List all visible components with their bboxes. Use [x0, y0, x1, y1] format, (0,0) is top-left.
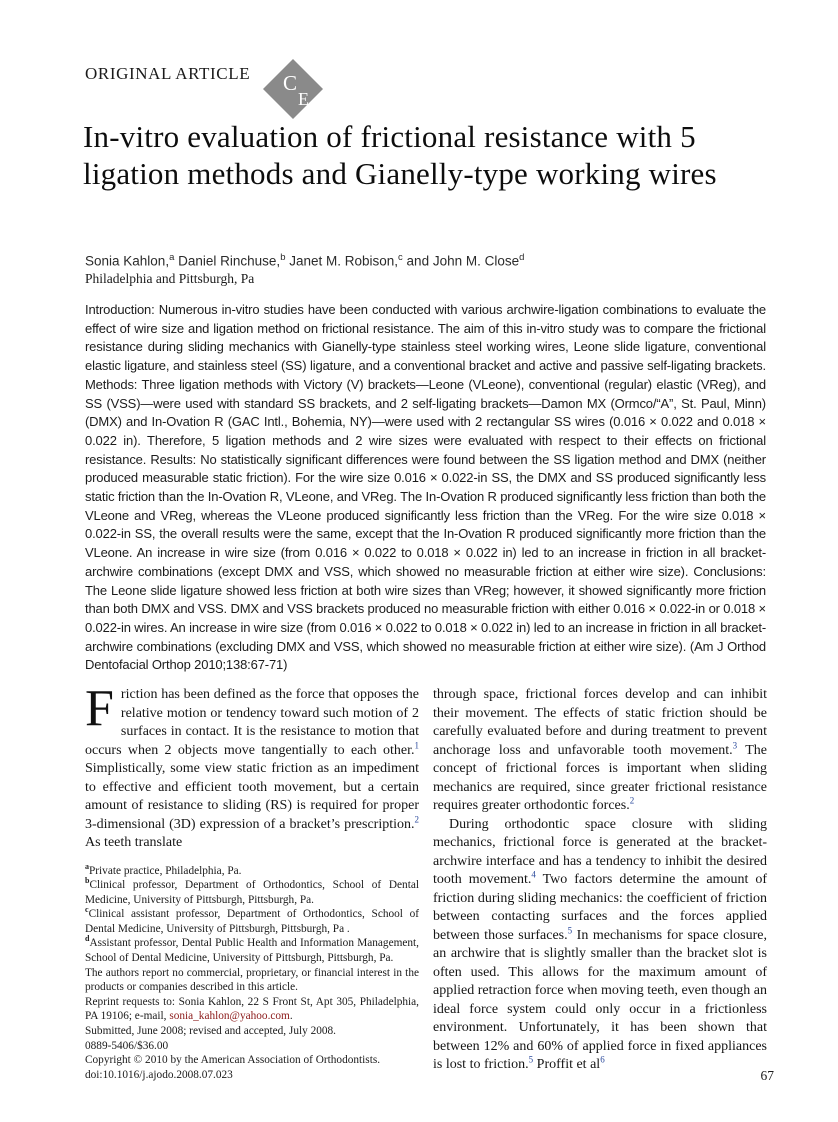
dropcap: F	[85, 680, 114, 737]
left-column	[85, 680, 419, 1082]
footnotes	[85, 861, 419, 1083]
body-paragraph: through space, frictional forces develop and can inhibit their movement. The effects of static friction should be carefully evaluated before and during treatment to prevent anchorage loss and unfavorable tooth movement.$^3$ The concept of frictional forces is important when sliding mechanics are required, since greater frictional resistance requires greater orthodontic forces.$^2$	[433, 687, 768, 813]
article-header	[85, 56, 326, 127]
article-title: In-vitro evaluation of frictional resistance with 5 ligation methods and Gianelly-type working wires	[83, 119, 717, 191]
affiliation: Philadelphia and Pittsburgh, Pa	[85, 271, 255, 286]
footnote: Reprint requests to: Sonia Kahlon, 22 S Front St, Apt 305, Philadelphia, PA 19106; e-mail, sonia_kahlon@yahoo.com.	[85, 995, 419, 1023]
ce-letter-e: E	[298, 89, 310, 109]
section-label: ORIGINAL ARTICLE	[85, 64, 251, 83]
page-number: 67	[760, 1068, 774, 1083]
first-paragraph-text: riction has been defined as the force that opposes the relative motion or tendency toward such motion of 2 surfaces in contact. It is the resistance to motion that occurs when 2 objects move tangentially to each other.$^1$ Simplistically, some view static friction as an impediment to effective and efficient tooth movement, but a certain amount of resistance to sliding (RS) is required for proper 3-dimensional (3D) expression of a bracket’s prescription.$^2$ As teeth translate	[85, 687, 419, 850]
ce-badge-icon	[260, 56, 326, 127]
footnote: $^b$Clinical professor, Department of Orthodontics, School of Dental Medicine, University of Pittsburgh, Pittsburgh, Pa.	[85, 876, 419, 906]
footnote: 0889-5406/$36.00	[85, 1039, 169, 1052]
email-link[interactable]: sonia_kahlon@yahoo.com	[169, 1010, 290, 1023]
diamond-icon	[260, 56, 326, 122]
right-column	[433, 686, 767, 1082]
abstract: Introduction: Numerous in-vitro studies have been conducted with various archwire-ligation combinations to evaluate the effect of wire size and ligation method on frictional resistance. The aim of this in-vitro study was to compare the frictional resistance during sliding mechanics with Gianelly-type stainless steel working wires, Leone slide ligature, conventional elastic ligature, and stainless steel (SS) ligature, and a conventional bracket and active and passive self-ligating brackets. Methods: Three ligation methods with Victory (V) brackets—Leone (VLeone), conventional (regular) elastic (VReg), and SS (VSS)—were used with standard SS brackets, and 2 self-ligating brackets—Damon MX (Ormco/“A”, St. Paul, Minn) (DMX) and In-Ovation R (GAC Intl., Bohemia, NY)—were used with 2 rectangular SS wires (0.016 × 0.022 and 0.018 × 0.022 in). Therefore, 5 ligation methods and 2 wire sizes were evaluated with respect to their effects on frictional resistance. Results: No statistically significant differences were found between the SS ligation method and DMX (neither produced measurable static friction). For the wire size 0.016 × 0.022-in SS, the DMX and SS produced significantly less static friction than the In-Ovation R, VLeone, and VReg. The In-Ovation R produced significantly less friction than both the VLeone and VReg, whereas the VLeone produced significantly less friction than the VReg. For the wire size 0.018 × 0.022-in SS, the overall results were the same, except that the In-Ovation R produced significantly more friction than the VLeone. An increase in wire size (from 0.016 × 0.022 to 0.018 × 0.022 in) led to an increase in friction in all bracket-archwire combinations (except DMX and VSS, which showed no measurable friction at either wire size). Conclusions: The Leone slide ligature showed less friction at both wire sizes than VReg; however, it showed significantly more friction than both DMX and VSS. DMX and VSS brackets produced no measurable friction with either 0.016 × 0.022-in or 0.018 × 0.022-in wires. An increase in wire size (from 0.016 × 0.022 to 0.018 × 0.022 in) led to an increase in friction in all bracket-archwire combinations (excluding DMX and VSS, which showed no measurable friction at either wire size). (Am J Orthod Dentofacial Orthop 2010;138:67-71)	[85, 302, 767, 673]
footnote-marker: c	[85, 905, 89, 915]
body-paragraph: During orthodontic space closure with sliding mechanics, frictional force is generated at the bracket-archwire interface and has a tendency to inhibit the desired tooth movement.$^4$ Two factors determine the amount of friction during sliding mechanics: the coefficient of friction between contacting surfaces and the forces applied between those surfaces.$^5$ In mechanisms for space closure, an archwire that is slightly smaller than the bracket slot is often used. This allows for the maximum amount of applied retraction force when moving teeth, even though an ideal force system could only occur in a frictionless environment. Unfortunately, it has been shown that between 12% and 60% of applied force in fixed appliances is lost to friction.$^5$ Proffit et al$^6$	[433, 816, 767, 1072]
footnote-marker: d	[85, 934, 90, 944]
footnote: $^d$Assistant professor, Dental Public Health and Information Management, School of Dental Medicine, University of Pittsburgh, Pittsburgh, Pa.	[85, 934, 419, 965]
footnote: Copyright © 2010 by the American Association of Orthodontists.	[85, 1054, 381, 1067]
authors-line: Sonia Kahlon,$^a$ Daniel Rinchuse,$^b$ Janet M. Robison,$^c$ and John M. Close$^d$	[85, 252, 525, 269]
body-paragraph-first	[85, 680, 419, 853]
footnote-marker: b	[85, 876, 90, 886]
footnote: Submitted, June 2008; revised and accepted, July 2008.	[85, 1025, 336, 1038]
ce-letter-c: C	[283, 71, 298, 95]
footnote: $^c$Clinical assistant professor, Department of Orthodontics, School of Dental Medicine, University of Pittsburgh, Pittsburgh, Pa .	[85, 905, 419, 935]
footnote: $^a$Private practice, Philadelphia, Pa.	[85, 861, 242, 877]
footnote-marker: a	[85, 861, 89, 871]
footnote: The authors report no commercial, proprietary, or financial interest in the products or companies described in this article.	[85, 966, 419, 994]
footnote: doi:10.1016/j.ajodo.2008.07.023	[85, 1068, 233, 1081]
